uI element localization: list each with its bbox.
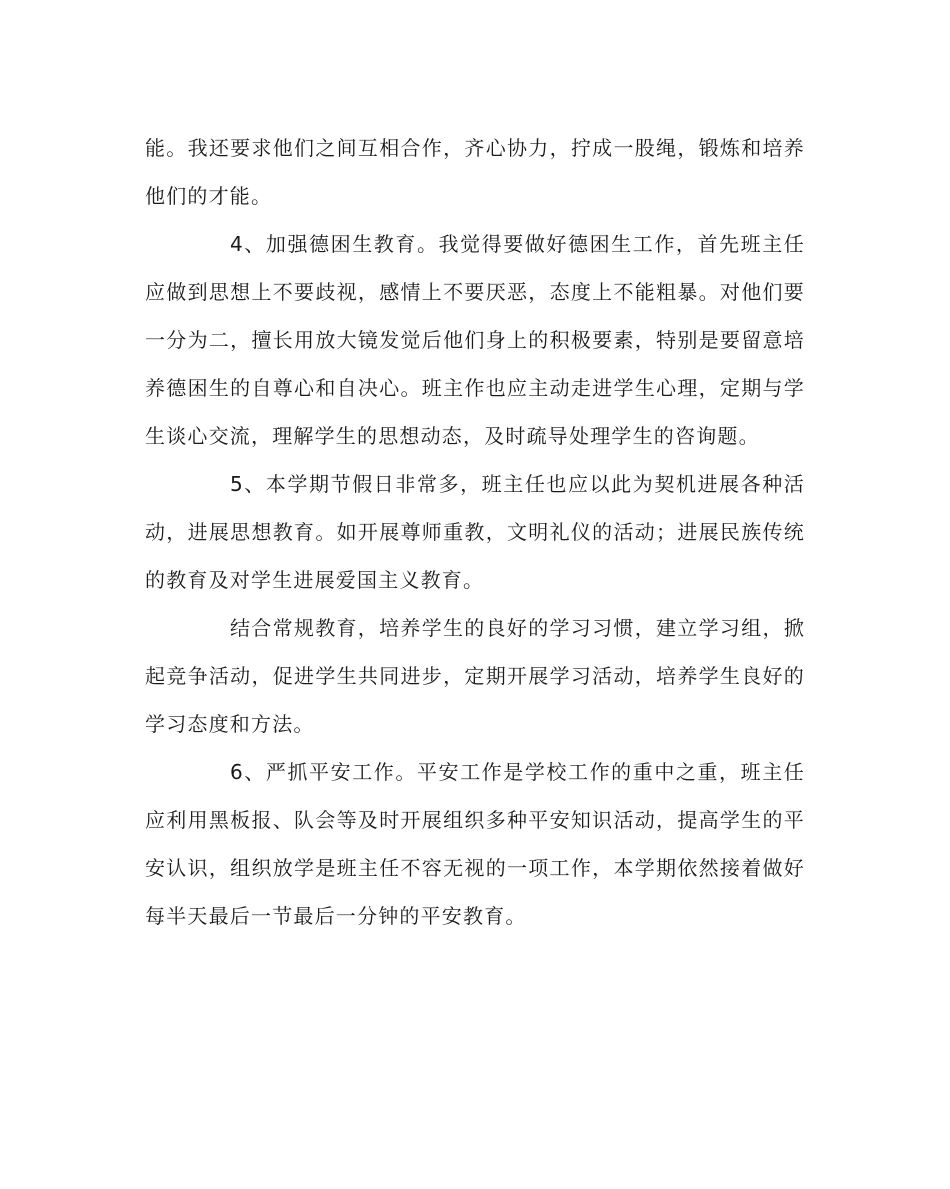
paragraph-routine-education: 结合常规教育，培养学生的良好的学习习惯，建立学习组，掀起竞争活动，促进学生共同进步，定期开展学习活动，培养学生良好的学习态度和方法。 (145, 616, 805, 736)
paragraph-item-6: 6、严抓平安工作。平安工作是学校工作的重中之重，班主任应利用黑板报、队会等及时开展组织多种平安知识活动，提高学生的平安认识，组织放学是班主任不容无视的一项工作，本学期依然接着做好每半天最后一节最后一分钟的平安教育。 (145, 760, 805, 928)
paragraph-item-4: 4、加强德困生教育。我觉得要做好德困生工作，首先班主任应做到思想上不要歧视，感情上不要厌恶，态度上不能粗暴。对他们要一分为二，擅长用放大镜发觉后他们身上的积极要素，特别是要留意培养德困生的自尊心和自决心。班主作也应主动走进学生心理，定期与学生谈心交流，理解学生的思想动态，及时疏导处理学生的咨询题。 (145, 232, 805, 448)
paragraph-item-5: 5、本学期节假日非常多，班主任也应以此为契机进展各种活动，进展思想教育。如开展尊师重教，文明礼仪的活动；进展民族传统的教育及对学生进展爱国主义教育。 (145, 472, 805, 592)
document-body (145, 124, 805, 940)
paragraph-continuation: 能。我还要求他们之间互相合作，齐心协力，拧成一股绳，锻炼和培养他们的才能。 (145, 136, 805, 208)
